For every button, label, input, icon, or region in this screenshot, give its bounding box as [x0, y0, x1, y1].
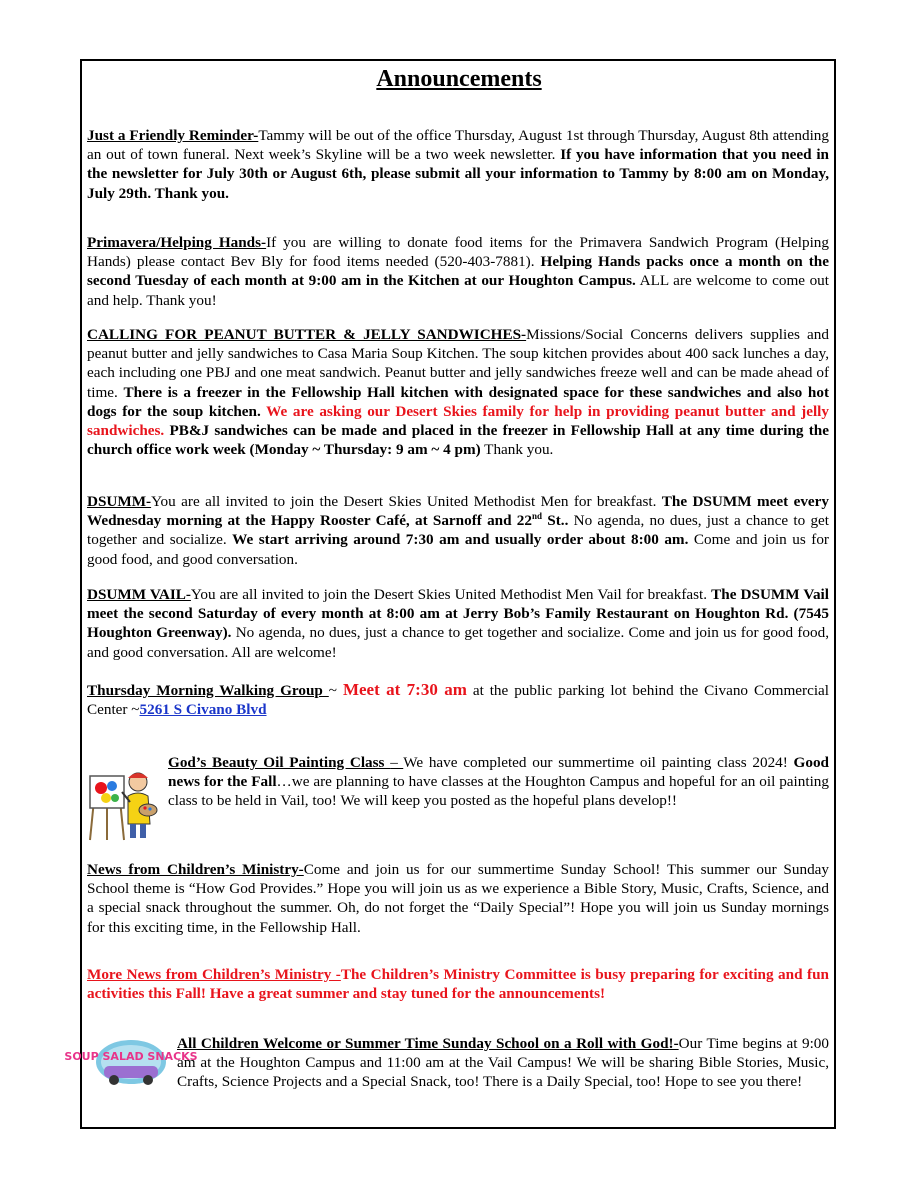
- walking-announcement: [87, 680, 829, 719]
- painter-illustration: [84, 766, 162, 842]
- dsumm-time: We start arriving around 7:30 am and usually order about 8:00 am.: [232, 531, 689, 549]
- dsumm-agenda: No agenda, no dues, just a chance to get together and socialize.: [87, 512, 829, 549]
- vail-closing: No agenda, no dues, just a chance to get together and socialize. Come and join us for good food, and good conversation. All are welcome!: [87, 624, 829, 661]
- sunday-school-logo: [64, 1036, 198, 1088]
- walking-location: at the public parking lot behind the Civano Commercial Center ~: [87, 682, 830, 719]
- painting-text: We have completed our summertime oil painting class 2024!: [403, 754, 794, 771]
- walking-heading: Thursday Morning Walking Group: [87, 682, 329, 699]
- pbj-freezer-note: There is a freezer in the Fellowship Hall kitchen with designated space for these sandwiches and also hot dogs for the soup kitchen.: [87, 383, 830, 420]
- logo-text: SOUP SALAD SNACKS: [64, 1050, 198, 1063]
- children-heading: News from Children’s Ministry-: [87, 861, 304, 878]
- reminder-text: Tammy will be out of the office Thursday, August 1st through Thursday, August 8th attending an out of town funeral. Next week’s Skyline will be a two week newsletter.: [87, 127, 829, 164]
- dsumm-street: St..: [542, 512, 569, 530]
- painter-clipart: [84, 766, 162, 842]
- children-announcement: [87, 860, 829, 937]
- dsumm-heading: DSUMM-: [87, 493, 152, 510]
- dsumm-text: You are all invited to join the Desert Skies United Methodist Men for breakfast.: [151, 493, 662, 510]
- reminder-deadline: If you have information that you need in the newsletter for July 30th or August 6th, please submit all your information to Tammy by 8:00 am on Monday, July 29th. Thank you.: [87, 146, 829, 202]
- walking-time: Meet at 7:30 am: [342, 680, 467, 699]
- more-children-text: The Children’s Ministry Committee is busy preparing for exciting and fun activities this Fall! Have a great summer and stay tuned for the announcements!: [87, 966, 829, 1003]
- pbj-thanks: Thank you.: [480, 441, 554, 459]
- pbj-text: Missions/Social Concerns delivers supplies and peanut butter and jelly sandwiches to Casa Maria Soup Kitchen. The soup kitchen provides about 400 sack lunches a day, each including one PBJ and one meat sandwich. Peanut butter and jelly sandwiches freeze well and can be made ahead of time.: [87, 326, 829, 401]
- primavera-heading: Primavera/Helping Hands-: [87, 234, 267, 251]
- painting-fall-news: Good news for the Fall: [168, 754, 829, 791]
- dsumm-announcement: [87, 492, 829, 569]
- dsumm-closing: Come and join us for good food, and good conversation.: [87, 531, 829, 568]
- reminder-heading: Just a Friendly Reminder-: [87, 127, 259, 144]
- vail-announcement: [87, 585, 829, 662]
- walking-tilde: ~: [328, 682, 343, 699]
- page-title: Announcements: [376, 66, 542, 92]
- soup-salad-snacks-logo: [64, 1036, 198, 1088]
- sunday-school-heading: All Children Welcome or Summer Time Sunday School on a Roll with God!-: [177, 1035, 679, 1052]
- dsumm-meeting: The DSUMM meet every Wednesday morning at the Happy Rooster Café, at Sarnoff and 22: [87, 493, 829, 530]
- vail-text: You are all invited to join the Desert Skies United Methodist Men Vail for breakfast.: [190, 586, 712, 603]
- dsumm-superscript: nd: [532, 511, 543, 522]
- primavera-closing: ALL are welcome to come out and help. Thank you!: [87, 272, 829, 309]
- sunday-school-text: Our Time begins at 9:00 am at the Houghton Campus and 11:00 am at the Vail Campus! We will be sharing Bible Stories, Music, Crafts, Science Projects and a Special Snack, too! There is a Daily Special, too! Hope to see you there!: [177, 1035, 829, 1091]
- more-children-heading: More News from Children’s Ministry -: [87, 966, 341, 983]
- painting-announcement: [168, 753, 829, 811]
- painting-dash: –: [390, 754, 404, 771]
- pbj-announcement: [87, 325, 829, 459]
- sunday-school-announcement: [177, 1034, 829, 1092]
- pbj-dropoff: PB&J sandwiches can be made and placed in the freezer in Fellowship Hall at any time during the church office work week (Monday ~ Thursday: 9 am ~ 4 pm): [87, 422, 829, 459]
- pbj-heading: CALLING FOR PEANUT BUTTER & JELLY SANDWICHES-: [87, 326, 527, 343]
- children-text: Come and join us for our summertime Sunday School! This summer our Sunday School theme is “How God Provides.” Hope you will join us as we experience a Bible Story, Music, Crafts, Science, and a special snack throughout the summer. Oh, do not forget the “Daily Special”! Hope you will join us Sunday mornings for this exciting time, in the Fellowship Hall.: [87, 861, 829, 936]
- more-children-announcement: [87, 965, 829, 1003]
- vail-meeting: The DSUMM Vail meet the second Saturday of every month at 8:00 am at Jerry Bob’s Family Restaurant on Houghton Rd. (7545 Houghton Greenway).: [87, 586, 829, 642]
- primavera-text: If you are willing to donate food items for the Primavera Sandwich Program (Helping Hands) please contact Bev Bly for food items needed (520-403-7881).: [87, 234, 829, 271]
- primavera-schedule: Helping Hands packs once a month on the second Tuesday of each month at 9:00 am in the Kitchen at our Houghton Campus.: [87, 253, 829, 290]
- civano-address-link[interactable]: 5261 S Civano Blvd: [139, 701, 267, 719]
- reminder-announcement: [87, 126, 829, 203]
- pbj-request: We are asking our Desert Skies family for help in providing peanut butter and jelly sandwiches.: [87, 402, 829, 440]
- vail-heading: DSUMM VAIL-: [87, 586, 191, 603]
- painting-plans: …we are planning to have classes at the Houghton Campus and hopeful for an oil painting class to be held in Vail, too! We will keep you posted as the hopeful plans develop!!: [168, 773, 829, 810]
- painting-heading: God’s Beauty Oil Painting Class: [168, 754, 391, 771]
- primavera-announcement: [87, 233, 829, 310]
